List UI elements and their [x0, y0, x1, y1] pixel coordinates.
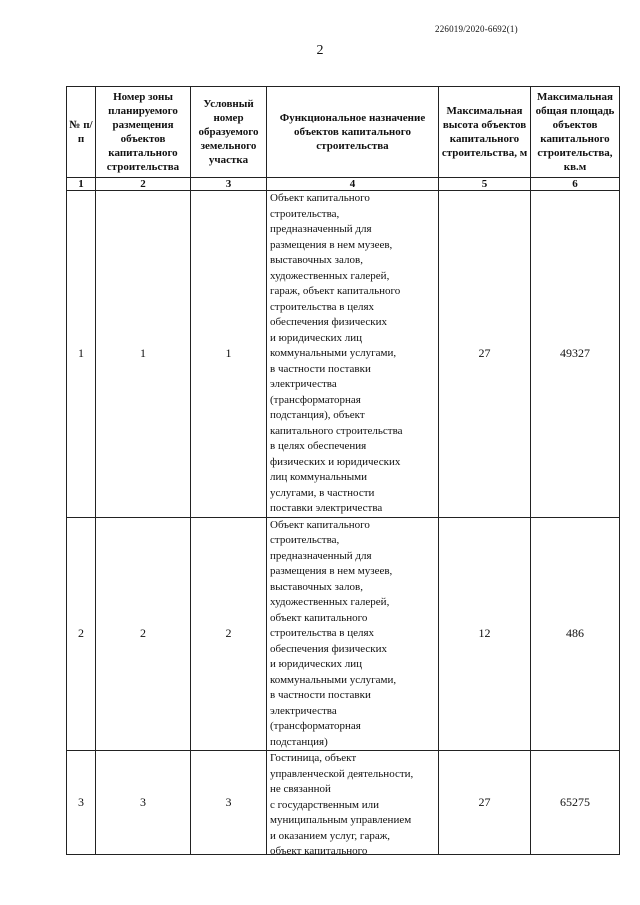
- header-zone-number: Номер зоны планируемого размещения объектов капитального строительства: [96, 87, 191, 178]
- function-line: подстанция): [270, 735, 328, 748]
- function-line: размещения в нем музеев,: [270, 565, 393, 577]
- zone-number: 2: [96, 517, 191, 751]
- max-height-value: 27: [439, 751, 531, 855]
- function-line: поставки электричества: [270, 502, 383, 514]
- plot-number: 1: [191, 191, 267, 518]
- header-plot-number: Условный номер образуемого земельного участка: [191, 87, 267, 178]
- function-line: Гостиница, объект: [270, 752, 357, 764]
- function-line: (трансформаторная: [270, 393, 361, 406]
- function-line: обеспечения физических: [270, 316, 388, 328]
- function-line: подстанция), объект: [270, 409, 365, 421]
- function-line: в частности поставки: [270, 689, 371, 701]
- function-line: электричества: [270, 704, 337, 717]
- table-header-row: [67, 87, 620, 178]
- zone-number: 1: [96, 191, 191, 518]
- table-row: [67, 191, 620, 518]
- function-line: услугами, в частности: [270, 486, 375, 499]
- function-line: обеспечения физических: [270, 642, 388, 655]
- plot-number: 2: [191, 517, 267, 751]
- column-number: 2: [96, 178, 191, 191]
- function-line: объект капитального: [270, 611, 368, 624]
- function-line: объект капитального: [270, 845, 368, 854]
- max-area-value: 65275: [531, 751, 620, 855]
- column-number: 6: [531, 178, 620, 191]
- function-line: в целях обеспечения: [270, 440, 367, 452]
- row-index: 3: [67, 751, 96, 855]
- max-area-value: 49327: [531, 191, 620, 518]
- function-line: выставочных залов,: [270, 580, 363, 593]
- function-line: строительства в целях: [270, 627, 375, 639]
- function-line: художественных галерей,: [270, 596, 390, 608]
- function-text-wrap: [270, 751, 435, 854]
- function-line: капитального строительства: [270, 424, 403, 437]
- function-line: размещения в нем музеев,: [270, 238, 393, 251]
- column-number-row: [67, 178, 620, 191]
- header-index: № п/п: [67, 87, 96, 178]
- page-number: 2: [316, 43, 324, 58]
- row-index: 1: [67, 191, 96, 518]
- function-line: строительства,: [270, 207, 340, 220]
- column-number: 5: [439, 178, 531, 191]
- function-line: предназначенный для: [270, 223, 372, 235]
- function-line: с государственным или: [270, 798, 380, 811]
- function-line: и юридических лиц: [270, 331, 363, 344]
- table-row: [67, 751, 620, 855]
- document-number: 226019/2020-6692(1): [435, 24, 518, 34]
- function-description: [267, 751, 439, 855]
- function-line: выставочных залов,: [270, 254, 363, 266]
- column-number: 3: [191, 178, 267, 191]
- header-max-area: Максимальная общая площадь объектов капитального строительства, кв.м: [531, 87, 620, 178]
- function-line: (трансформаторная: [270, 720, 361, 732]
- function-line: Объект капитального: [270, 518, 370, 531]
- function-line: физических и юридических: [270, 455, 401, 468]
- function-line: гараж, объект капитального: [270, 285, 401, 297]
- function-line: и юридических лиц: [270, 658, 363, 670]
- header-max-height: Максимальная высота объектов капитального строительства, м: [439, 87, 531, 178]
- zone-number: 3: [96, 751, 191, 855]
- function-line: Объект капитального: [270, 192, 370, 204]
- max-height-value: 27: [439, 191, 531, 518]
- plot-number: 3: [191, 751, 267, 855]
- function-line: муниципальным управлением: [270, 814, 412, 826]
- function-description: [267, 191, 439, 518]
- table-row: [67, 517, 620, 751]
- function-line: коммунальными услугами,: [270, 347, 397, 359]
- function-line: электричества: [270, 378, 337, 390]
- function-line: строительства,: [270, 534, 340, 546]
- function-line: художественных галерей,: [270, 269, 390, 282]
- function-line: в частности поставки: [270, 362, 371, 375]
- column-number: 1: [67, 178, 96, 191]
- function-line: не связанной: [270, 783, 331, 795]
- row-index: 2: [67, 517, 96, 751]
- function-line: управленческой деятельности,: [270, 767, 414, 780]
- function-line: строительства в целях: [270, 300, 375, 313]
- function-line: предназначенный для: [270, 549, 372, 562]
- max-area-value: 486: [531, 517, 620, 751]
- function-line: коммунальными услугами,: [270, 673, 397, 686]
- function-line: лиц коммунальными: [270, 471, 368, 483]
- planning-table: [66, 86, 620, 855]
- header-function: Функциональное назначение объектов капитального строительства: [267, 87, 439, 178]
- function-line: и оказанием услуг, гараж,: [270, 829, 391, 842]
- function-description: [267, 517, 439, 751]
- column-number: 4: [267, 178, 439, 191]
- max-height-value: 12: [439, 517, 531, 751]
